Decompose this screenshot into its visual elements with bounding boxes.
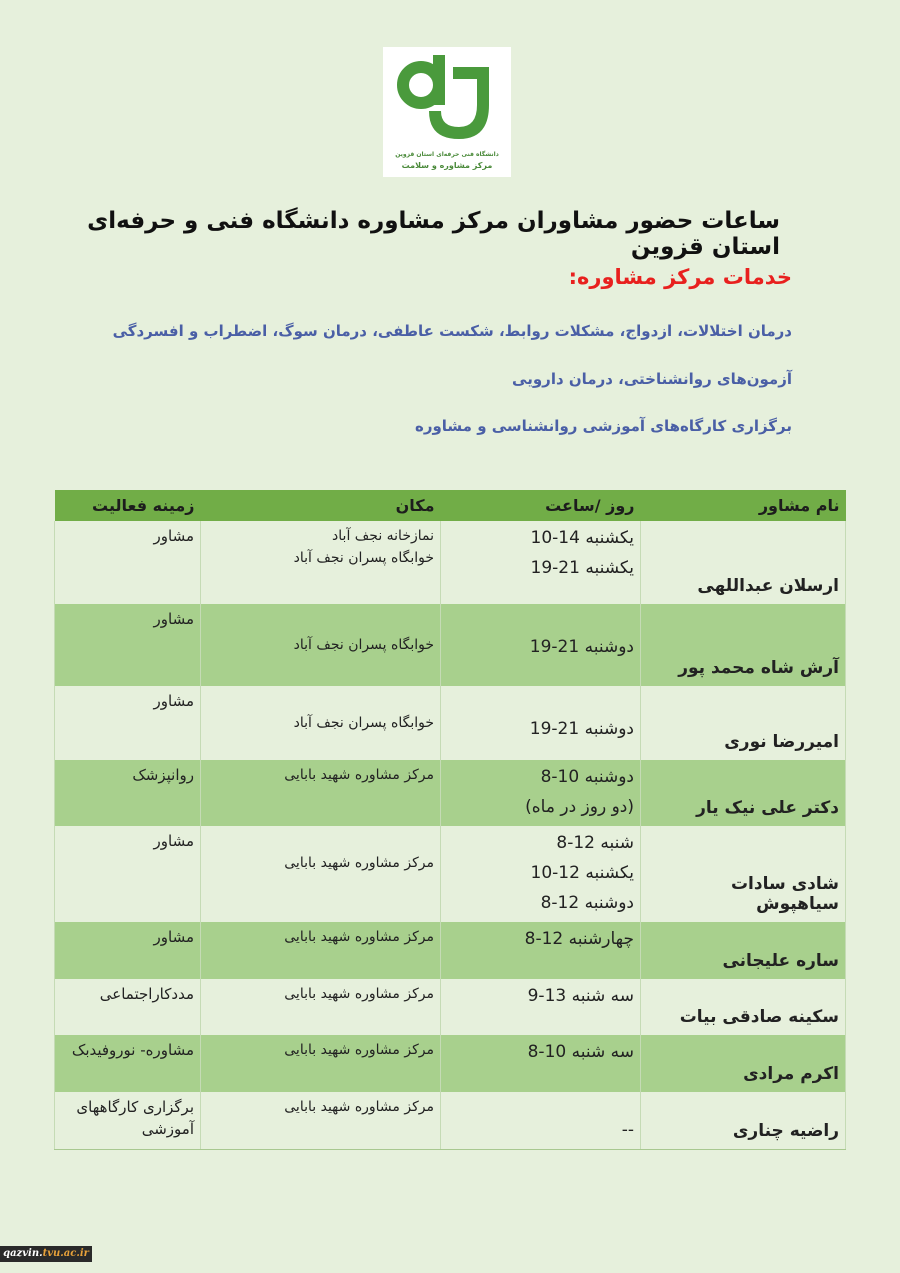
counselor-place: [201, 521, 441, 604]
schedule-table: [54, 490, 846, 1150]
time-line: (دو روز در ماه): [525, 797, 634, 817]
time-line: دوشنبه 10-8: [540, 767, 634, 787]
logo: [383, 47, 511, 177]
table-row: [55, 826, 846, 922]
counselor-name: شادی سادات سیاهپوش: [641, 826, 846, 922]
table-header-row: [55, 490, 846, 521]
counselor-name: راضیه چناری: [641, 1092, 846, 1149]
counselor-field: مشاور: [55, 922, 201, 979]
counselor-time: [441, 826, 641, 922]
counselor-name: سکینه صادقی بیات: [641, 979, 846, 1035]
counselor-field: مشاور: [55, 686, 201, 760]
place-line: مرکز مشاوره شهید بابایی: [284, 986, 434, 1002]
place-line: خوابگاه پسران نجف آباد: [293, 550, 434, 566]
counselor-place: [201, 1035, 441, 1092]
counselor-field: مشاور: [55, 521, 201, 604]
header-place: مکان: [201, 490, 441, 521]
time-line: --: [621, 1119, 634, 1140]
service-item: آزمون‌های روانشناختی، درمان دارویی: [512, 370, 792, 388]
logo-center-text: مرکز مشاوره و سلامت: [401, 161, 493, 170]
table-row: [55, 686, 846, 760]
counselor-name: آرش شاه محمد پور: [641, 604, 846, 686]
counselor-field: مشاور: [55, 826, 201, 922]
counselor-time: [441, 686, 641, 760]
time-line: یکشنبه 21-19: [530, 558, 634, 578]
counselor-name: اکرم مرادی: [641, 1035, 846, 1092]
counselor-time: [441, 1035, 641, 1092]
counselor-time: [441, 922, 641, 979]
time-line: دوشنبه 12-8: [540, 893, 634, 913]
counselor-field: روانپزشک: [55, 760, 201, 826]
logo-mark-icon: [383, 47, 511, 152]
service-item: برگزاری کارگاه‌های آموزشی روانشناسی و مشاوره: [414, 417, 792, 435]
counselor-place: [201, 760, 441, 826]
time-line: یکشنبه 14-10: [530, 528, 634, 548]
counselor-field: برگزاری کارگاههای آموزشی: [55, 1092, 201, 1149]
counselor-place: [201, 979, 441, 1035]
counselor-time: [441, 604, 641, 686]
time-line: چهارشنبه 12-8: [524, 929, 634, 949]
counselor-name: امیررضا نوری: [641, 686, 846, 760]
time-line: دوشنبه 21-19: [529, 637, 634, 657]
time-line: دوشنبه 21-19: [529, 719, 634, 739]
place-line: مرکز مشاوره شهید بابایی: [284, 1099, 434, 1115]
place-line: مرکز مشاوره شهید بابایی: [284, 1042, 434, 1058]
table-row: [55, 760, 846, 826]
header-time: روز /ساعت: [441, 490, 641, 521]
counselor-field: مددکاراجتماعی: [55, 979, 201, 1035]
counselor-name: ارسلان عبداللهی: [641, 521, 846, 604]
place-line: نمازخانه نجف آباد: [332, 528, 434, 544]
counselor-place: [201, 922, 441, 979]
site-prefix: qazvin.: [3, 1248, 43, 1259]
time-line: سه شنبه 13-9: [527, 986, 634, 1006]
time-line: شنبه 12-8: [556, 833, 634, 853]
table-row: [55, 1092, 846, 1149]
counselor-place: [201, 1092, 441, 1149]
site-domain: tvu.ac.ir: [42, 1248, 89, 1259]
place-line: مرکز مشاوره شهید بابایی: [284, 855, 434, 871]
table-row: [55, 979, 846, 1035]
counselor-place: [201, 826, 441, 922]
time-line: یکشنبه 12-10: [530, 863, 634, 883]
counselor-field: مشاور: [55, 604, 201, 686]
counselor-time: [441, 979, 641, 1035]
counselor-time: [441, 1092, 641, 1149]
counselor-field: مشاوره- نوروفیدبک: [55, 1035, 201, 1092]
service-item: درمان اختلالات، ازدواج، مشکلات روابط، شکست عاطفی، درمان سوگ، اضطراب و افسردگی: [112, 322, 792, 340]
counselor-place: [201, 604, 441, 686]
site-badge[interactable]: [0, 1246, 92, 1262]
table-row: [55, 1035, 846, 1092]
counselor-name: دکتر علی نیک یار: [641, 760, 846, 826]
place-line: مرکز مشاوره شهید بابایی: [284, 767, 434, 783]
place-line: خوابگاه پسران نجف آباد: [293, 637, 434, 653]
counselor-time: [441, 760, 641, 826]
counselor-place: [201, 686, 441, 760]
place-line: خوابگاه پسران نجف آباد: [293, 715, 434, 731]
services-title: خدمات مرکز مشاوره:: [568, 265, 792, 289]
counselor-name: ساره علیجانی: [641, 922, 846, 979]
header-field: زمینه فعالیت: [55, 490, 201, 521]
time-line: سه شنبه 10-8: [527, 1042, 634, 1062]
counselor-time: [441, 521, 641, 604]
header-name: نام مشاور: [641, 490, 846, 521]
place-line: مرکز مشاوره شهید بابایی: [284, 929, 434, 945]
table-row: [55, 521, 846, 604]
table-row: [55, 922, 846, 979]
logo-university-text: دانشگاه فنی حرفه‌ای استان قزوین: [395, 151, 499, 158]
table-row: [55, 604, 846, 686]
page-title: ساعات حضور مشاوران مرکز مشاوره دانشگاه فنی و حرفه‌ای استان قزوین: [87, 208, 780, 260]
